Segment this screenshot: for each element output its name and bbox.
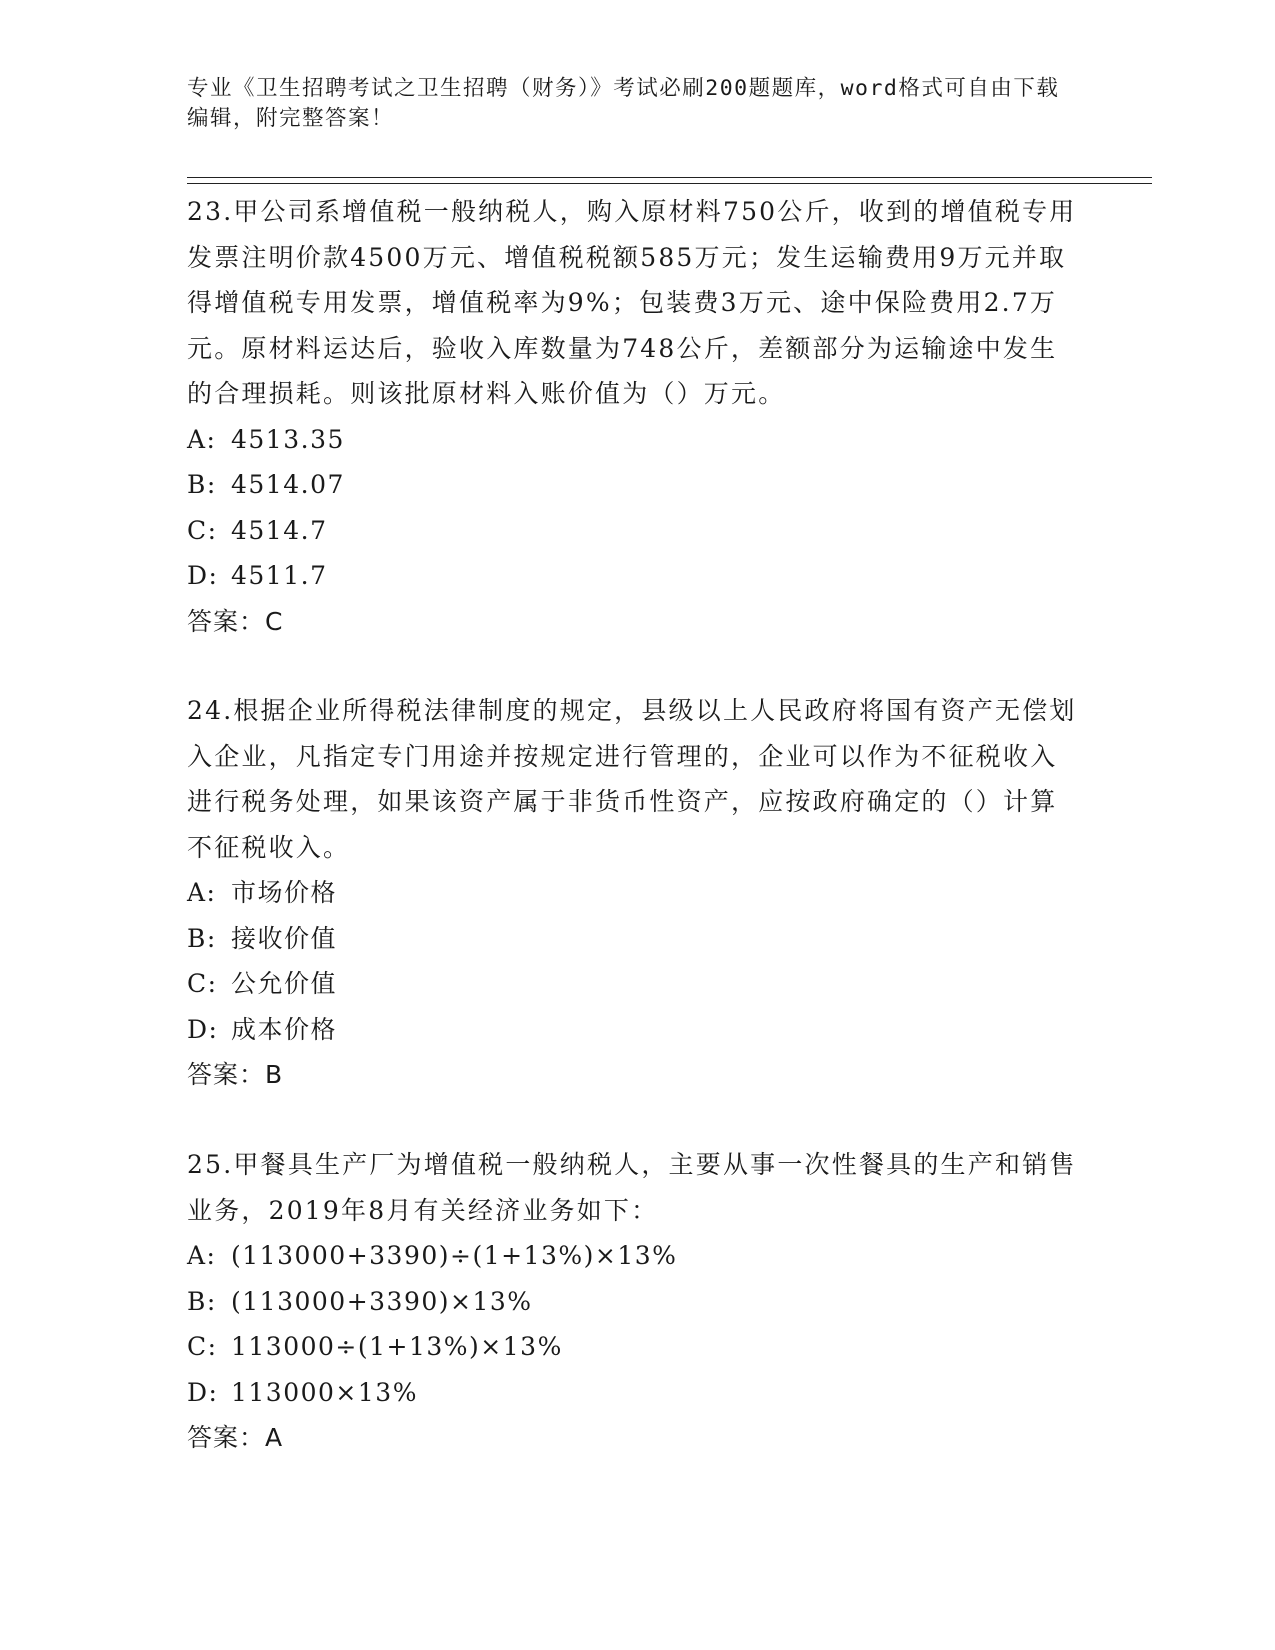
option-d [187,553,1082,599]
option-c [187,1324,1082,1370]
question-stem: 24.根据企业所得税法律制度的规定，县级以上人民政府将国有资产无偿划入企业，凡指定专门用途并按规定进行管理的，企业可以作为不征税收入进行税务处理，如果该资产属于非货币性资产，应按政府确定的（）计算不征税收入。 [187,696,1077,862]
option-c [187,508,1082,554]
option-a [187,417,1082,463]
option-b [187,1279,1082,1325]
option-key: D: [187,561,219,590]
question-23 [187,189,1082,644]
option-text: 113000÷(1+13%)×13% [231,1332,563,1361]
option-key: A: [187,878,217,907]
option-key: C: [187,1332,218,1361]
option-text: 4511.7 [231,561,328,590]
answer-label: 答案：C [187,606,284,636]
option-text: 市场价格 [231,878,338,907]
option-c [187,961,1082,1007]
question-stem: 25.甲餐具生产厂为增值税一般纳税人，主要从事一次性餐具的生产和销售业务，2019年8月有关经济业务如下： [187,1150,1077,1225]
question-stem: 23.甲公司系增值税一般纳税人，购入原材料750公斤，收到的增值税专用发票注明价款4500万元、增值税税额585万元；发生运输费用9万元并取得增值税专用发票，增值税率为9%；包装费3万元、途中保险费用2.7万元。原材料运达后，验收入库数量为748公斤，差额部分为运输途中发生的合理损耗。则该批原材料入账价值为（）万元。 [187,197,1077,408]
option-text: (113000+3390)÷(1+13%)×13% [231,1241,678,1270]
option-key: B: [187,923,217,953]
option-key: C: [187,969,218,998]
option-key: C: [187,515,218,545]
option-d [187,1370,1082,1416]
option-key: D: [187,1014,219,1044]
document-header: 专业《卫生招聘考试之卫生招聘（财务）》考试必刷200题题库，word格式可自由下载编辑，附完整答案！ [187,76,1060,131]
question-25 [187,1142,1082,1461]
option-key: A: [187,1241,217,1270]
option-a [187,1233,1082,1279]
option-key: D: [187,1377,219,1407]
option-text: 113000×13% [231,1377,418,1407]
option-text: 成本价格 [231,1014,338,1044]
option-text: 4514.7 [231,515,328,545]
header-divider-line [187,183,1152,184]
option-key: B: [187,1286,217,1316]
option-text: (113000+3390)×13% [231,1286,533,1316]
option-b [187,916,1082,962]
option-text: 公允价值 [231,969,338,998]
answer-label: 答案：A [187,1423,284,1452]
option-b [187,462,1082,508]
option-text: 4513.35 [231,424,345,454]
option-text: 接收价值 [231,923,338,953]
option-text: 4514.07 [231,470,345,499]
question-24 [187,688,1082,1098]
option-key: B: [187,470,217,499]
answer-label: 答案：B [187,1060,284,1089]
option-a [187,870,1082,916]
header-divider-line [187,177,1152,178]
option-key: A: [187,424,217,454]
option-d [187,1007,1082,1053]
